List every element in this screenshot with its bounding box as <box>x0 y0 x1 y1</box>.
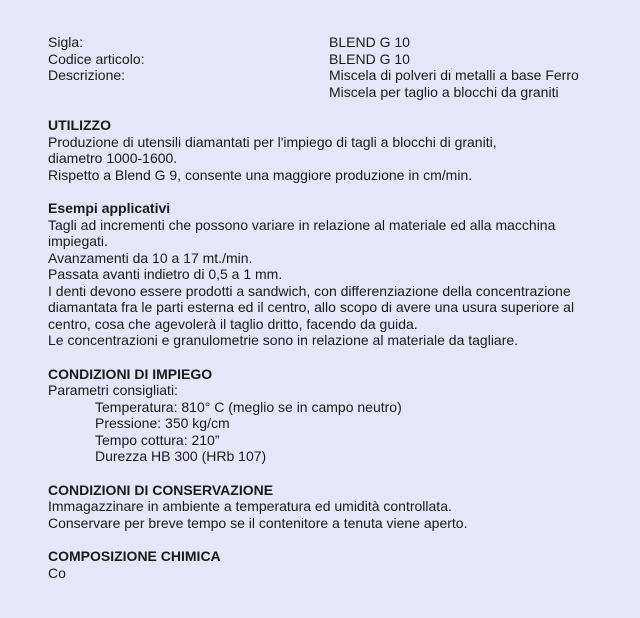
esempi-line: Passata avanti indietro di 0,5 a 1 mm. <box>48 266 283 282</box>
utilizzo-title: UTILIZZO <box>48 117 111 133</box>
utilizzo-line: Rispetto a Blend G 9, consente una maggiore produzione in cm/min. <box>48 166 473 183</box>
composizione-title: COMPOSIZIONE CHIMICA <box>48 548 221 564</box>
esempi-title: Esempi applicativi <box>48 200 171 216</box>
esempi-line: I denti devono essere prodotti a sandwich, con differenziazione della concentrazione <box>48 282 571 299</box>
descrizione-row <box>48 67 640 84</box>
esempi-line: Avanzamenti da 10 a 17 mt./min. <box>48 249 253 266</box>
composizione-value: Co <box>48 564 66 581</box>
descrizione-value-1: Miscela di polveri di metalli a base Ferro <box>329 67 579 83</box>
sigla-row <box>48 34 640 51</box>
impiego-param: Tempo cottura: 210” <box>95 431 220 448</box>
esempi-line: centro, cosa che agevolerà il taglio dritto, facendo da guida. <box>48 315 418 332</box>
impiego-param: Temperatura: 810° C (meglio se in campo neutro) <box>95 398 402 415</box>
codice-value: BLEND G 10 <box>329 50 410 67</box>
esempi-line: impiegati. <box>48 233 108 249</box>
utilizzo-line: Produzione di utensili diamantati per l'impiego di tagli a blocchi di graniti, <box>48 133 497 150</box>
impiego-param: Pressione: 350 kg/cm <box>95 415 230 431</box>
esempi-line: diamantata fra le parti esterna ed il centro, allo scopo di avere una usura superiore al <box>48 299 575 315</box>
sigla-value: BLEND G 10 <box>329 34 410 50</box>
impiego-intro: Parametri consigliati: <box>48 382 178 398</box>
esempi-line: Tagli ad incrementi che possono variare in relazione al materiale ed alla macchina <box>48 216 556 233</box>
descrizione-label: Descrizione: <box>48 67 126 83</box>
utilizzo-line: diametro 1000-1600. <box>48 150 178 166</box>
conservazione-title: CONDIZIONI DI CONSERVAZIONE <box>48 481 274 498</box>
conservazione-line: Conservare per breve tempo se il contenitore a tenuta viene aperto. <box>48 514 468 531</box>
codice-row <box>48 51 640 68</box>
impiego-param: Durezza HB 300 (HRb 107) <box>95 448 267 464</box>
esempi-line: Le concentrazioni e granulometrie sono in relazione al materiale da tagliare. <box>48 332 519 348</box>
descrizione-row-2 <box>48 84 640 101</box>
codice-label: Codice articolo: <box>48 50 145 67</box>
descrizione-value-2: Miscela per taglio a blocchi da graniti <box>329 83 559 100</box>
impiego-title: CONDIZIONI DI IMPIEGO <box>48 365 213 382</box>
sigla-label: Sigla: <box>48 34 84 50</box>
conservazione-line: Immagazzinare in ambiente a temperatura ed umidità controllata. <box>48 498 452 514</box>
